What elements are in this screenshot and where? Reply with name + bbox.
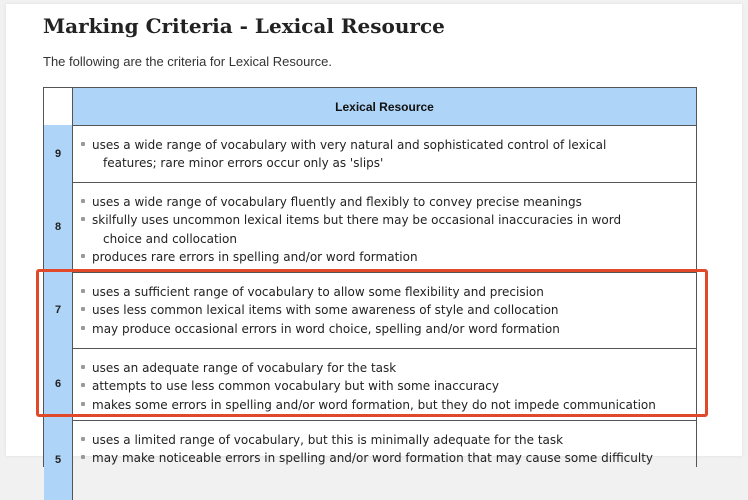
descriptor-item: attempts to use less common vocabulary but with some inaccuracy <box>78 377 688 395</box>
bullet-icon <box>81 254 85 258</box>
descriptor-item: makes some errors in spelling and/or word formation, but they do not impede communication <box>78 396 688 414</box>
band-score: 6 <box>44 348 73 420</box>
table-row-band-5 <box>44 420 696 500</box>
intro-text: The following are the criteria for Lexical Resource. <box>43 54 333 69</box>
band-descriptors <box>78 431 688 468</box>
table-header: Lexical Resource <box>72 88 696 126</box>
descriptor-item: skilfully uses uncommon lexical items but there may be occasional inaccuracies in word choice and collocation <box>78 211 688 248</box>
header-corner-cell <box>44 88 72 126</box>
band-descriptors <box>78 193 688 266</box>
table-row-band-8 <box>44 182 696 273</box>
band-score: 9 <box>44 125 73 182</box>
descriptor-item: may make noticeable errors in spelling and/or word formation that may cause some difficulty <box>78 449 688 467</box>
bullet-icon <box>81 437 85 441</box>
band-score: 7 <box>44 272 73 348</box>
descriptor-item: produces rare errors in spelling and/or word formation <box>78 248 688 266</box>
descriptor-item: uses a limited range of vocabulary, but this is minimally adequate for the task <box>78 431 688 449</box>
descriptor-item: uses a sufficient range of vocabulary to allow some flexibility and precision <box>78 283 688 301</box>
descriptor-item: may produce occasional errors in word choice, spelling and/or word formation <box>78 320 688 338</box>
descriptor-item: uses a wide range of vocabulary fluently and flexibly to convey precise meanings <box>78 193 688 211</box>
band-descriptors <box>78 136 688 173</box>
bullet-icon <box>81 199 85 203</box>
descriptor-item: uses a wide range of vocabulary with very natural and sophisticated control of lexical features; rare minor errors occur only as 'slips' <box>78 136 688 173</box>
page-title: Marking Criteria - Lexical Resource <box>43 14 445 38</box>
descriptor-item: uses an adequate range of vocabulary for the task <box>78 359 688 377</box>
band-score: 8 <box>44 182 73 272</box>
table-row-band-9 <box>44 125 696 183</box>
bullet-icon <box>81 142 85 146</box>
highlight-box <box>36 269 708 417</box>
band-score: 5 <box>44 420 73 500</box>
bullet-icon <box>81 217 85 221</box>
descriptor-item: uses less common lexical items with some awareness of style and collocation <box>78 301 688 319</box>
